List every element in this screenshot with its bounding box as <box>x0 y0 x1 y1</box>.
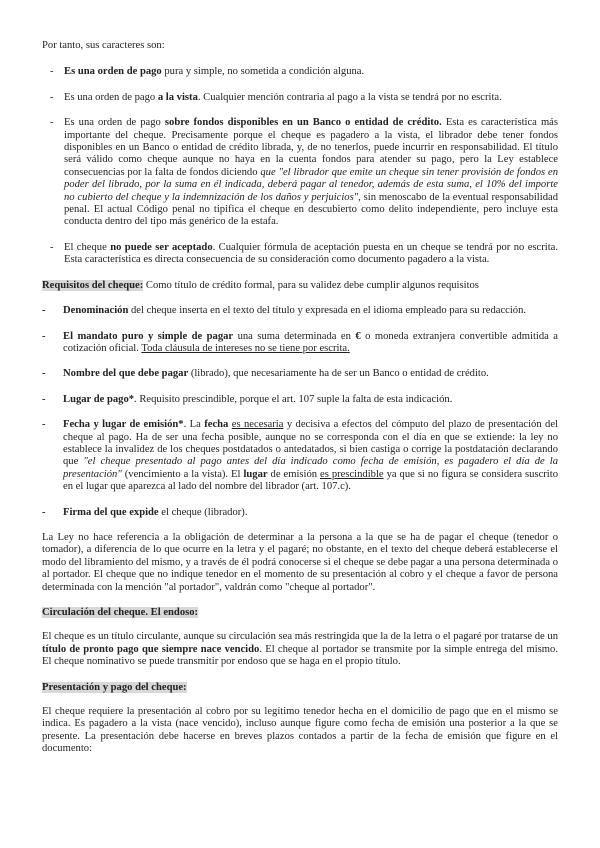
text-run: que "el librador que emite un cheque sin tener provisión de fondos en poder del librado, por la suma en él indicada, deberá pagar al tenedor, además de esta suma, el 10% del importe no cubierto del cheque y la indemnización de los daños y perjuicios" <box>64 166 559 203</box>
requisito-item <box>42 305 558 317</box>
text-run: título de pronto pago que siempre nace vencido <box>42 643 260 655</box>
list-dash: - <box>50 117 54 129</box>
text-run: o moneda extranjera convertible admitida a cotización oficial. <box>63 330 558 354</box>
text-run: lugar <box>243 468 268 480</box>
text-run: Es una orden de pago <box>64 66 162 78</box>
requisito-item <box>42 331 558 356</box>
ley-paragraph: La Ley no hace referencia a la obligación de determinar a la persona a la que se ha de pagar el cheque (tenedor o tomador), a diferencia de lo que ocurre en la letra y el pagaré; no obstante, en el texto del cheque deberá establecerse el modo del libramiento del mismo, y a través de él podrá conocerse si el cheque se debe pagar a una persona determinada o al portador. El cheque que no indique tenedor en el momento de su presentación al cobro y el cheque a favor de persona determinada con la mención "al portador", valdrán como "cheque al portador". <box>42 531 558 593</box>
requisito-text <box>63 305 558 317</box>
requisitos-intro <box>42 280 558 292</box>
text-run: Es una orden de pago <box>64 91 158 103</box>
text-run: el cheque (librador). <box>158 506 248 518</box>
text-run: Lugar de pago* <box>63 393 135 405</box>
list-dash: - <box>42 330 46 342</box>
caracter-item <box>42 117 558 229</box>
text-run: es necesaria <box>231 419 284 431</box>
text-run: del cheque inserta en el texto del título y expresada en el idioma empleado para su redacción. <box>128 305 527 317</box>
caracter-text <box>64 117 558 229</box>
text-run: ya que si no figura se considera suscrito en el lugar que aparezca al lado del nombre del librador (art. 107.c). <box>63 468 558 493</box>
section-heading: Circulación del cheque. El endoso: <box>42 607 199 618</box>
list-dash: - <box>42 305 46 317</box>
text-run: una suma determinada en <box>233 330 356 342</box>
requisito-text <box>63 394 558 406</box>
text-run: a la vista <box>157 91 198 103</box>
caracter-item <box>42 92 558 104</box>
text-run: y decisiva a efectos del cómputo del plazo de presentación del cheque al pago. Ha de ser una fecha posible, aunque no se corresponda con el día en que se extiende: la ley no establece la invalidez de los cheques postdatados o antedatados, si bien castiga o corrige la postdatación declarando que <box>63 419 559 468</box>
requisito-text <box>63 331 558 356</box>
requisito-item <box>42 368 558 380</box>
caracteres-list <box>42 66 558 266</box>
caracter-text <box>64 242 558 267</box>
text-run: Denominación <box>63 305 129 317</box>
caracter-text <box>64 66 558 78</box>
text-run: es prescindible <box>320 468 384 480</box>
intro-text: Por tanto, sus caracteres son: <box>42 40 165 51</box>
circulacion-paragraph <box>42 631 558 668</box>
requisito-text <box>63 419 558 493</box>
text-run: . Cualquier mención contraria al pago a la vista se tendrá por no escrita. <box>197 91 502 103</box>
text-run: El cheque <box>64 241 111 253</box>
text-run: "el cheque presentado al pago antes del día indicado como fecha de emisión, es pagadero el día de la presentación" <box>63 456 558 480</box>
section-heading: Requisitos del cheque: <box>42 279 144 291</box>
list-dash: - <box>50 91 54 103</box>
list-dash: - <box>42 393 46 405</box>
caracter-item <box>42 242 558 267</box>
presentacion-paragraph: El cheque requiere la presentación al cobro por su legítimo tenedor hecha en el domicilio de pago que en el mismo se indica. Es pagadero a la vista (nace vencido), incluso aunque figure como fecha de emisión una posterior a la que se presente. La presentación debe hacerse en breves plazos contados a partir de la fecha de emisión que figure en el documento: <box>42 706 558 755</box>
text-run: de emisión <box>267 468 321 480</box>
text-run: Nombre del que debe pagar <box>63 368 189 380</box>
text-run: fecha <box>204 419 229 431</box>
presentacion-heading <box>42 682 558 694</box>
text-run: . Requisito prescindible, porque el art. 107 suple la falta de esta indicación. <box>134 393 453 405</box>
text-run: Como título de crédito formal, para su validez debe cumplir algunos requisitos <box>143 279 479 291</box>
requisitos-list <box>42 305 558 519</box>
text-run: . La <box>183 419 205 431</box>
caracter-text <box>64 92 558 104</box>
section-heading: Presentación y pago del cheque: <box>42 681 187 693</box>
text-run: (librado), que necesariamente ha de ser un Banco o entidad de crédito. <box>188 368 489 380</box>
text-run: . El cheque al portador se transmite por la simple entrega del mismo. El cheque nominativo se puede transmitir por endoso que se haga en el propio título. <box>42 643 558 668</box>
text-run: El mandato puro y simple de pagar <box>63 330 234 342</box>
list-dash: - <box>42 419 46 431</box>
requisito-item <box>42 419 558 493</box>
text-run: Toda cláusula de intereses no se tiene por escrita. <box>141 342 350 354</box>
list-dash: - <box>50 241 54 253</box>
text-run: Es una orden de pago <box>64 117 165 129</box>
requisito-text <box>63 507 558 519</box>
text-run: . Cualquier fórmula de aceptación puesta en un cheque se tendrá por no escrita. Esta característica es directa consecuencia de su consideración como documento pagadero a la vista. <box>64 241 558 266</box>
text-run: , sin menoscabo de la eventual responsabilidad penal. El actual Código penal no tipifica el cheque en descubierto como delito independiente, pero incluye esta conducta dentro del tipo más genérico de la estafa. <box>64 191 558 228</box>
requisito-item <box>42 394 558 406</box>
text-run: Esta es característica más importante del cheque. Precisamente porque el cheque es pagadero a la vista, el librador debe tener fondos disponibles en un Banco o entidad de crédito librada, y, de no tenerlos, puede incurrir en responsabilidad. El título será válido como cheque aunque no haya en la cuenta fondos para atender su pago, pero la Ley establece consecuencias por la falta de fondos diciendo <box>64 117 559 178</box>
requisito-text <box>63 368 558 380</box>
circulacion-heading <box>42 607 558 619</box>
text-run: pura y simple, no sometida a condición alguna. <box>161 66 365 78</box>
caracter-item <box>42 66 558 78</box>
text-run: Firma del que expide <box>63 506 159 518</box>
text-run: Fecha y lugar de emisión* <box>63 419 184 431</box>
list-dash: - <box>42 506 46 518</box>
text-run: € <box>355 330 361 342</box>
text-run: (vencimiento a la vista). El <box>121 468 244 480</box>
text-run: no puede ser aceptado <box>110 241 213 253</box>
text-run: sobre fondos disponibles en un Banco o entidad de crédito. <box>164 117 442 129</box>
list-dash: - <box>50 66 54 78</box>
requisito-item <box>42 507 558 519</box>
list-dash: - <box>42 368 46 380</box>
text-run: El cheque es un título circulante, aunque su circulación sea más restringida que la de la letra o el pagaré por tratarse de un <box>42 631 558 643</box>
